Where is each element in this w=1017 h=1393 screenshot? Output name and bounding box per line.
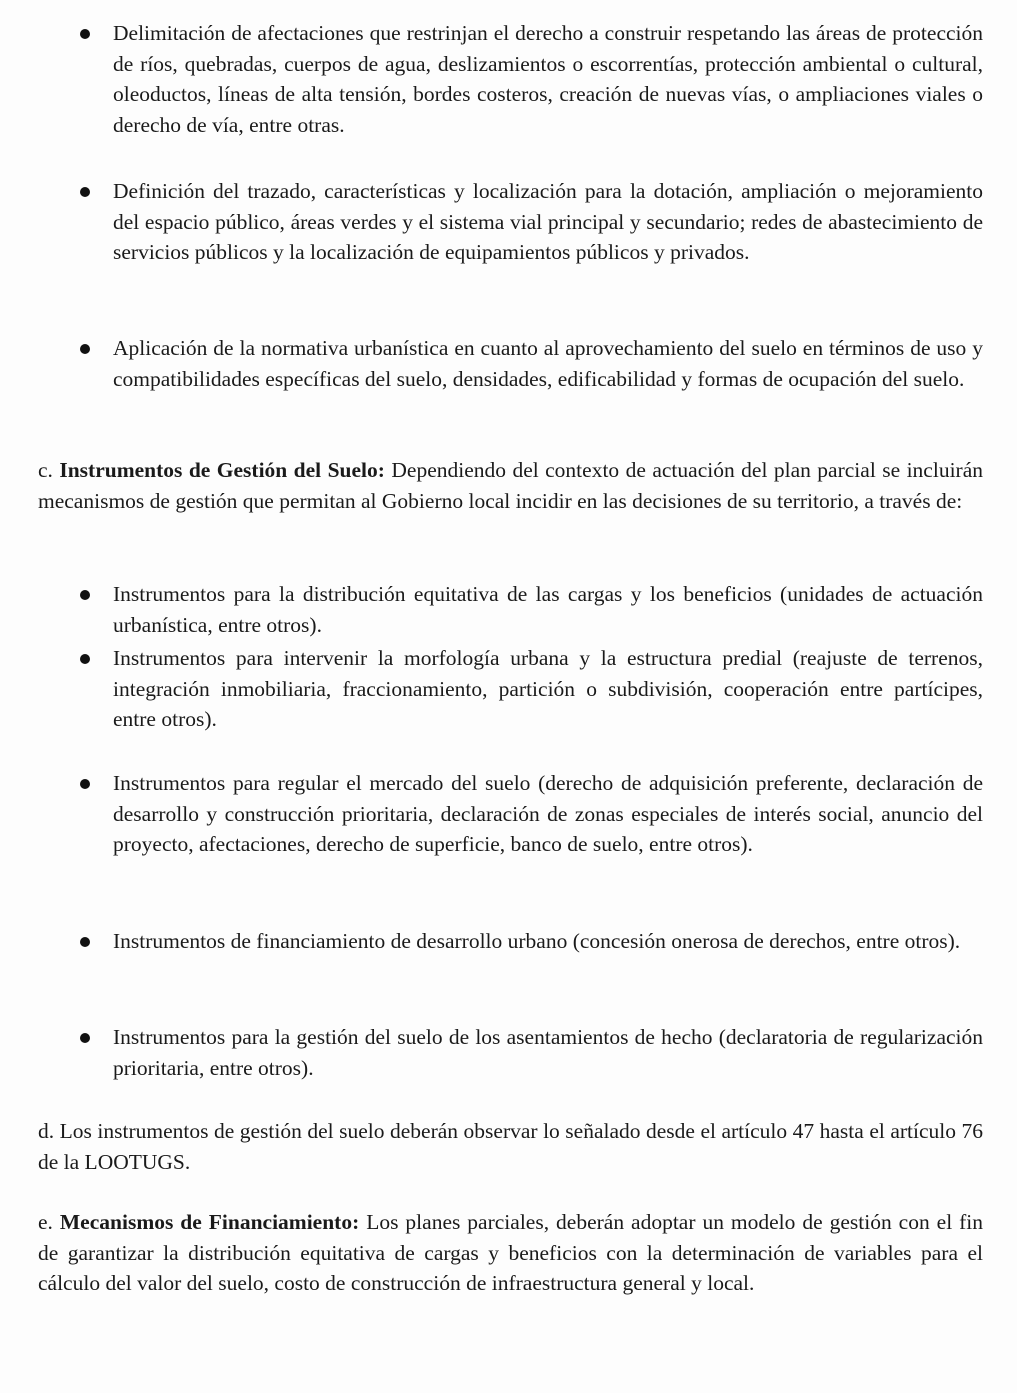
section-d-paragraph: d. Los instrumentos de gestión del suelo deberán observar lo señalado desde el artículo 47 hasta el artículo 76 de la LOOTUGS. xyxy=(38,1119,983,1174)
section-e-heading: Mecanismos de Financiamiento: xyxy=(59,1210,360,1234)
bullet-marker xyxy=(80,779,90,789)
section-c-text: Dependiendo del contexto de actuación del plan parcial se incluirán mecanismos de gestión que permitan al Gobierno local incidir en las decisiones de su territorio, a través de: xyxy=(38,458,983,513)
section-c-heading: Instrumentos de Gestión del Suelo: xyxy=(59,458,385,482)
bullet-item-normativa: Aplicación de la normativa urbanística en cuanto al aprovechamiento del suelo en términos de uso y compatibilidades específicas del suelo, densidades, edificabilidad y formas de ocupación del suelo. xyxy=(113,336,983,391)
bullet-marker xyxy=(80,344,90,354)
bullet-marker xyxy=(80,590,90,600)
bullet-marker xyxy=(80,937,90,947)
bullet-item-mercado: Instrumentos para regular el mercado del suelo (derecho de adquisición preferente, declaración de desarrollo y construcción prioritaria, declaración de zonas especiales de interés social, anuncio del proyecto, afectaciones, derecho de superficie, banco de suelo, entre otros). xyxy=(113,771,983,857)
bullet-item-espacio-publico: Definición del trazado, características y localización para la dotación, ampliación o mejoramiento del espacio público, áreas verdes y el sistema vial principal y secundario; redes de abastecimiento de servicios públicos y la localización de equipamientos públicos y privados. xyxy=(113,179,983,265)
section-e-letter: e. xyxy=(38,1210,53,1234)
section-e-paragraph xyxy=(38,1207,983,1299)
section-e-text: Los planes parciales, deberán adoptar un modelo de gestión con el fin de garantizar la distribución equitativa de cargas y beneficios con la determinación de variables para el cálculo del valor del suelo, costo de construcción de infraestructura general y local. xyxy=(38,1210,984,1296)
bullet-item-distribucion: Instrumentos para la distribución equitativa de las cargas y los beneficios (unidades de actuación urbanística, entre otros). xyxy=(113,582,983,637)
section-c-letter: c. xyxy=(38,458,53,482)
section-c-paragraph xyxy=(38,455,983,516)
bullet-item-asentamientos: Instrumentos para la gestión del suelo de los asentamientos de hecho (declaratoria de regularización prioritaria, entre otros). xyxy=(113,1025,983,1080)
bullet-item-morfologia: Instrumentos para intervenir la morfología urbana y la estructura predial (reajuste de terrenos, integración inmobiliaria, fraccionamiento, partición o subdivisión, cooperación entre partícipes, entre otros). xyxy=(113,646,983,732)
bullet-item-afectaciones: Delimitación de afectaciones que restrinjan el derecho a construir respetando las áreas de protección de ríos, quebradas, cuerpos de agua, deslizamientos o escorrentías, protección ambiental o cultural, oleoductos, líneas de alta tensión, bordes costeros, creación de nuevas vías, o ampliaciones viales o derecho de vía, entre otras. xyxy=(113,21,983,137)
bullet-marker xyxy=(80,187,90,197)
bullet-marker xyxy=(80,29,90,39)
bullet-marker xyxy=(80,1033,90,1043)
bullet-marker xyxy=(80,654,90,664)
bullet-item-financiamiento: Instrumentos de financiamiento de desarrollo urbano (concesión onerosa de derechos, entre otros). xyxy=(113,929,961,953)
